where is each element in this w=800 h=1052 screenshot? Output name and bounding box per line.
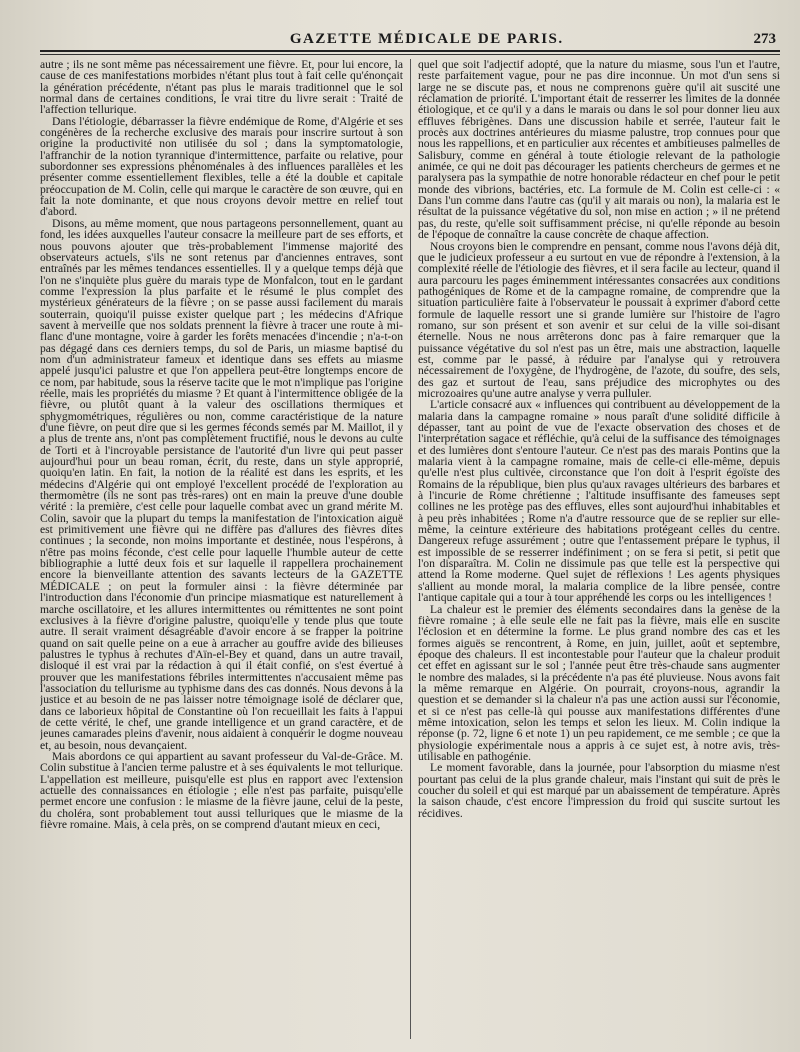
right-column (410, 59, 780, 1039)
paragraph: La chaleur est le premier des éléments secondaires dans la genèse de la fièvre romaine ; à elle seule elle ne fait pas la fièvre, mais elle en suscite l'éclosion et en détermine la forme. Le plus grand nombre des cas et les formes aiguës se rencontrent, à Rome, en juin, juillet, août et septembre, époque des chaleurs. Il est incontestable pour l'auteur que la chaleur produit cet effet en agissant sur le sol ; l'année peut être très-chaude sans augmenter le nombre des malades, si la précédente n'a pas été pluvieuse. Nous avons fait la même remarque en Algérie. On pourrait, croyons-nous, agrandir la question et se demander si la chaleur n'a pas une action aussi sur l'économie, et si ce n'est pas celle-là qui pousse aux manifestations différentes d'une même intoxication, selon les temps et selon les lieux. M. Colin indique la réponse (p. 72, ligne 6 et note 1) un peu rapidement, ce me semble ; ce que la physiologie expérimentale nous a appris à ce sujet est, à notre avis, très-utilisable en pathogénie. (418, 602, 780, 763)
paragraph: Dans l'étiologie, débarrasser la fièvre endémique de Rome, d'Algérie et ses congénères de la recherche exclusive des marais pour inscrire surtout à son origine la productivité non utilisée du sol ; dans la symptomatologie, l'affranchir de la notion tyrannique d'intermittence, parfaite ou relative, pour subordonner ses expressions phénoménales à des influences parallèles et les présenter comme essentiellement flexibles, telle a été la double et capitale préoccupation de M. Colin, celle qui marque le caractère de son œuvre, qui en fait la note dominante, et que nous croyons devoir mettre en relief tout d'abord. (40, 114, 403, 219)
header-rule (40, 54, 780, 55)
article-columns (40, 59, 780, 1039)
paragraph: quel que soit l'adjectif adopté, que la nature du miasme, sous l'un et l'autre, reste parfaitement vague, pour ne pas dire inconnue. Un mot d'un sens si large ne se discute pas, et nous ne comprenons guère qu'il ait suscité une réclamation de priorité. L'important était de resserrer les limites de la donnée étiologique, et ce qu'il y a dans le marais ou dans le sol pour donner lieu aux effluves fébrigènes. Dans une discussion habile et serrée, l'auteur fait le procès aux doctrines antérieures du miasme palustre, trop connues pour que nous les rappellions, et en particulier aux récentes et ambitieuses palmelles de Salisbury, comme en général à toute étiologie relevant de la pathologie animée, ce qui ne doit pas décourager les patients chercheurs de germes et ne paralysera pas la sympathie de notre honorable rédacteur en chef pour le petit monde des vibrions, bactéries, etc. La formule de M. Colin est celle-ci : « Dans l'un comme dans l'autre cas (qu'il y ait marais ou non), la malaria est le résultat de la puissance végétative du sol, non mise en action ; » il ne prétend pas, du reste, qu'elle soit suffisamment précise, ni qu'elle réponde au besoin de l'époque de connaître la cause concrète de chaque affection. (418, 59, 780, 242)
paragraph: autre ; ils ne sont même pas nécessairement une fièvre. Et, pour lui encore, la cause de ces manifestations morbides n'étant plus tout à fait celle qu'énonçait la génération précédente, n'étant pas plus le marais traditionnel que le sol normal dans de certaines conditions, le vrai titre du livre serait : Traité de l'affection tellurique. (40, 59, 403, 117)
paragraph: Le moment favorable, dans la journée, pour l'absorption du miasme n'est pourtant pas celui de la plus grande chaleur, mais l'instant qui suit de près le coucher du soleil et qui est marqué par un abaissement de température. Après la saison chaude, c'est encore l'impression du froid qui suscite surtout les récidives. (418, 761, 780, 820)
page-number: 273 (753, 31, 776, 47)
paragraph: L'article consacré aux « influences qui contribuent au développement de la malaria dans la campagne romaine » nous paraît d'une solidité difficile à dépasser, tant au point de vue de l'exacte observation des choses et de l'interprétation sagace et réfléchie, qu'à celui de la suffisance des témoignages et des lumières dont s'entoure l'auteur. Ce n'est pas des marais Pontins que la malaria vient à la campagne romaine, mais de celle-ci elle-même, depuis qu'elle n'est plus cultivée, circonstance que l'on doit à l'esprit égoïste des Romains de la république, bien plus qu'aux ravages ultérieurs des barbares et à l'incurie de Rome chrétienne ; l'altitude insuffisante des fameuses sept collines ne les protège pas des effluves, elles sont aujourd'hui inhabitables et à peu près inhabitées ; Rome n'a d'autre ressource que de se replier sur elle-même, la ceinture extérieure des habitations protégeant celles du centre. Dangereux refuge assurément ; outre que l'entassement prépare le typhus, il est impossible de se resserrer indéfiniment ; on se fera si petit, si petit que l'on disparaîtra. M. Colin ne dissimule pas que telle est la perspective qui attend la Rome moderne. Quel sujet de réflexions ! Les agents physiques s'allient au monde moral, la malaria complice de la libre pensée, contre l'antique capitale qui a tour à tour appréhendé les corps ou les intelligences ! (418, 398, 780, 605)
left-column (40, 59, 410, 1039)
page-header (40, 18, 780, 52)
paragraph: Nous croyons bien le comprendre en pensant, comme nous l'avons déjà dit, que le judicieux professeur a eu surtout en vue de répondre à l'extension, à la complexité réelle de l'étiologie des fièvres, et il sera facile au lecteur, quand il aura parcouru les pages éminemment intéressantes consacrées aux conditions pathogéniques de Rome et de la campagne romaine, de comprendre que la situation particulière faite à l'observateur le poussait à exprimer d'abord cette formule de laquelle ressort une si grande lumière sur l'histoire de l'agro romano, sur son présent et son avenir et sur celui de la ville soi-disant éternelle. Nous ne nous arrêterons donc pas à faire remarquer que la puissance végétative du sol n'est pas un être, mais une abstraction, laquelle est, comme par le passé, à réduire par l'analyse qui y retrouvera nécessairement de l'oxygène, de l'hydrogène, de l'azote, du soufre, des sels, des gaz et surtout de l'eau, sans préjudice des microphytes ou des microzoaires qu'une autre analyse y verra pulluler. (418, 239, 780, 400)
paragraph: Disons, au même moment, que nous partageons personnellement, quant au fond, les idées auxquelles l'auteur consacre la meilleure part de ses efforts, et nous pouvons ajouter que très-probablement l'immense majorité des observateurs actuels, s'ils ne sont retenus par d'anciennes entraves, sont entraînés par les mêmes tendances essentielles. Il y a quelque temps déjà que l'on ne s'inquiète plus guère du marais type de Monfalcon, tout en le gardant comme l'expression la plus parfaite et le résumé le plus complet des mystérieux générateurs de la fièvre ; on se passe aussi facilement du marais souterrain, quoiqu'il puisse exister quelque part ; les médecins d'Afrique savent à merveille que nos soldats prennent la fièvre à tracer une route à mi-flanc d'une montagne, voire à garder les forêts menacées d'incendie ; n'a-t-on pas dégagé dans ces derniers temps, du sol de Paris, un miasme baptisé du nom d'un administrateur fameux et identique dans ses effets au miasme appelé jusqu'ici palustre et que l'on appellera peut-être longtemps encore de ce nom, par habitude, sous la réserve tacite que le mot n'implique pas l'origine réelle, mais les propriétés du miasme ? Et quant à l'intermittence obligée de la fièvre, ou plutôt quant à la valeur des oscillations thermiques et sphygmométriques, régulières ou non, comme caractéristique de la nature d'une fièvre, on peut dire que si les germes féconds semés par M. Maillot, il y a plus de trente ans, n'ont pas complètement fructifié, nous le devons au culte de Torti et à l'incroyable persistance de l'autorité d'un livre qui peut passer aujourd'hui pour un beau roman, écrit, du reste, dans un style approprié, quoiqu'en latin. En fait, la notion de la réalité est dans les esprits, et les médecins d'Algérie qui ont employé l'excellent procédé de l'exploration au thermomètre (ils ne sont pas très-rares) ont en main la preuve d'une double vérité : la première, c'est celle pour laquelle combat avec un grand mérite M. Colin, savoir que la plupart du temps la manifestation de l'intoxication aiguë est primitivement une fièvre qui ne diffère pas d'allures des fièvres dites continues ; la seconde, non moins importante et destinée, nous l'espérons, à n'être pas moins féconde, c'est celle pour laquelle l'humble auteur de cette bibliographie a lutté deux fois et sur laquelle il rappellera prochainement encore la bienveillante attention des savants lecteurs de la GAZETTE MÉDICALE ; on peut la formuler ainsi : la fièvre déterminée par l'introduction dans l'économie d'un principe miasmatique est naturellement à marche oscillatoire, et les allures intermittentes ou rémittentes ne sont point exclusives à la fièvre d'origine palustre, quoiqu'elle y tende plus que toute autre. Il serait vraiment désagréable d'avoir encore à se frapper la poitrine quand on sait quelle peine on a eue à arracher au gouffre avide des bilieuses palustres le typhus à rechutes d'Aïn-el-Bey et quand, dans un autre travail, disloqué il est vrai par la rédaction à qui il était confié, on s'est évertué à prouver que les manifestations fébriles intermittentes n'accusaient même pas l'association du tellurisme au typhisme dans des cas donnés. Nous devons à la justice et au besoin de ne pas laisser notre témoignage isolé de déclarer que, dans ce laborieux hôpital de Constantine où l'on recueillait les faits à l'appui de cette vérité, le chef, une grande intelligence et un grand caractère, et de jeunes camarades pleins d'avenir, nous aidaient à conquérir le dogme nouveau et, au besoin, nous devançaient. (40, 216, 403, 752)
paragraph: Mais abordons ce qui appartient au savant professeur du Val-de-Grâce. M. Colin substitue à l'ancien terme palustre et à ses équivalents le mot tellurique. L'appellation est meilleure, puisqu'elle est plus en rapport avec l'extension actuelle des connaissances en étiologie ; elle n'est pas parfaite, puisqu'elle permet encore une confusion : le miasme de la fièvre jaune, celui de la peste, du choléra, sont probablement tout aussi telluriques que le miasme de la fièvre romaine. Mais, à cela près, on se comprend d'autant mieux en ceci, (40, 749, 403, 832)
journal-title: GAZETTE MÉDICALE DE PARIS. (289, 31, 564, 47)
